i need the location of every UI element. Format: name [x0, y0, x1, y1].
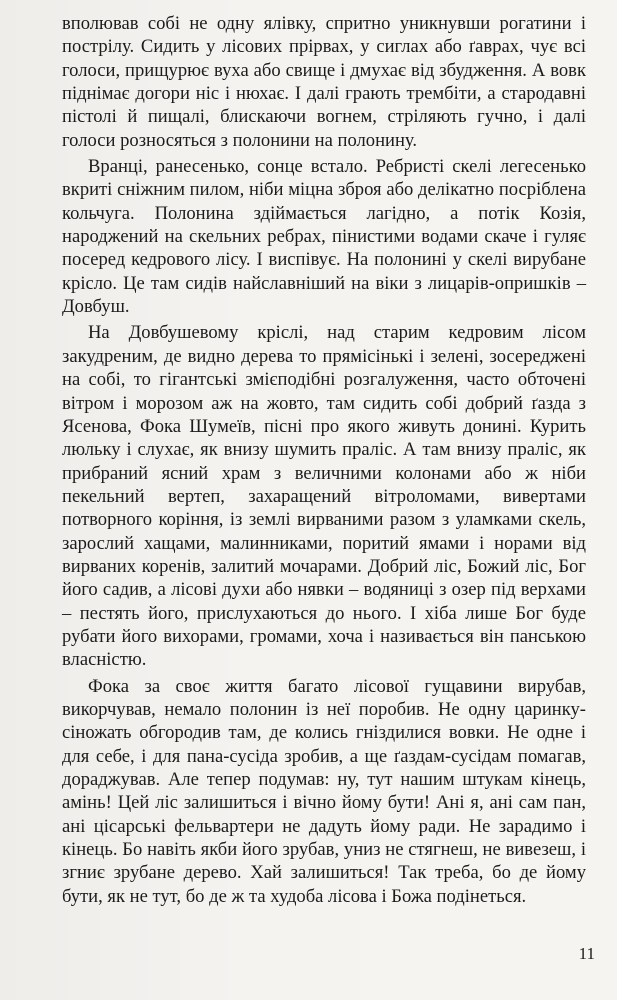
page-number: 11	[578, 944, 595, 963]
paragraph-2: Вранці, ранесенько, сонце встало. Ребристі скелі легесенько вкриті сніжним пилом, ніби міцна зброя або делікатно посріблена кольчуга. Полонина здіймається лагідно, а потік Козія, народжений на скельних ребрах, пінистими водами скаче і гуляє посеред кедрового лісу. І виспівує. На полонині у скелі вирубане крісло. Це там сидів найславніший на віки з лицарів-опришків – Довбуш.	[62, 156, 586, 318]
body-text	[62, 12, 586, 908]
paragraph-1: вполював собі не одну ялівку, спритно уникнувши рогатини і пострілу. Сидить у лісових прірвах, у сиглах або ґаврах, чує всі голоси, прищурює вуха або свище і дмухає від збудження. А вовк піднімає догори ніс і нюхає. І далі грають трембіти, а стародавні пістолі й пищалі, блискаючи вогнем, стріляють гучно, і далі голоси розносяться з полонини на полонину.	[62, 13, 586, 151]
paragraph-3: На Довбушевому кріслі, над старим кедровим лісом закудреним, де видно дерева то прямісінькі і зелені, зосереджені на собі, то гігантські змієподібні розгалуження, часто обточені вітром і морозом аж на жовто, там сидить собі добрий ґазда з Ясенова, Фока Шумеїв, пісні про якого живуть донині. Курить люльку і слухає, як внизу шумить праліс. А там внизу праліс, як прибраний ясний храм з величними колонами або ж ніби пекельний вертеп, захаращений вітроломами, вивертами потворного коріння, із землі вирваними разом з уламками скель, зарослий хащами, малинниками, поритий ямами і норами від вирваних коренів, залитий мочарами. Добрий ліс, Божий ліс, Бог його садив, а лісові духи або нявки – водяниці з озер під верхами – пестять його, прислухаються до нього. І хіба лише Бог буде рубати його вихорами, громами, хоча і називається він панською власністю.	[62, 322, 586, 671]
paragraph-4: Фока за своє життя багато лісової гущавини вирубав, викорчував, немало полонин із неї поробив. Не одну царинку-сіножать обгородив там, де колись гніздилися вовки. Не одне і для себе, і для пана-сусіда зробив, а ще ґаздам-сусідам помагав, дораджував. Але тепер подумав: ну, тут нашим штукам кінець, амінь! Цей ліс залишиться і вічно йому бути! Ані я, ані сам пан, ані цісарські фельвартери не дадуть йому ради. Не зарадимо і кінець. Бо навіть якби його зрубав, униз не стягнеш, не вивезеш, і згниє зрубане дерево. Хай залишиться! Так треба, бо де йому бути, як не тут, бо де ж та худоба лісова і Божа подінеться.	[62, 675, 586, 907]
